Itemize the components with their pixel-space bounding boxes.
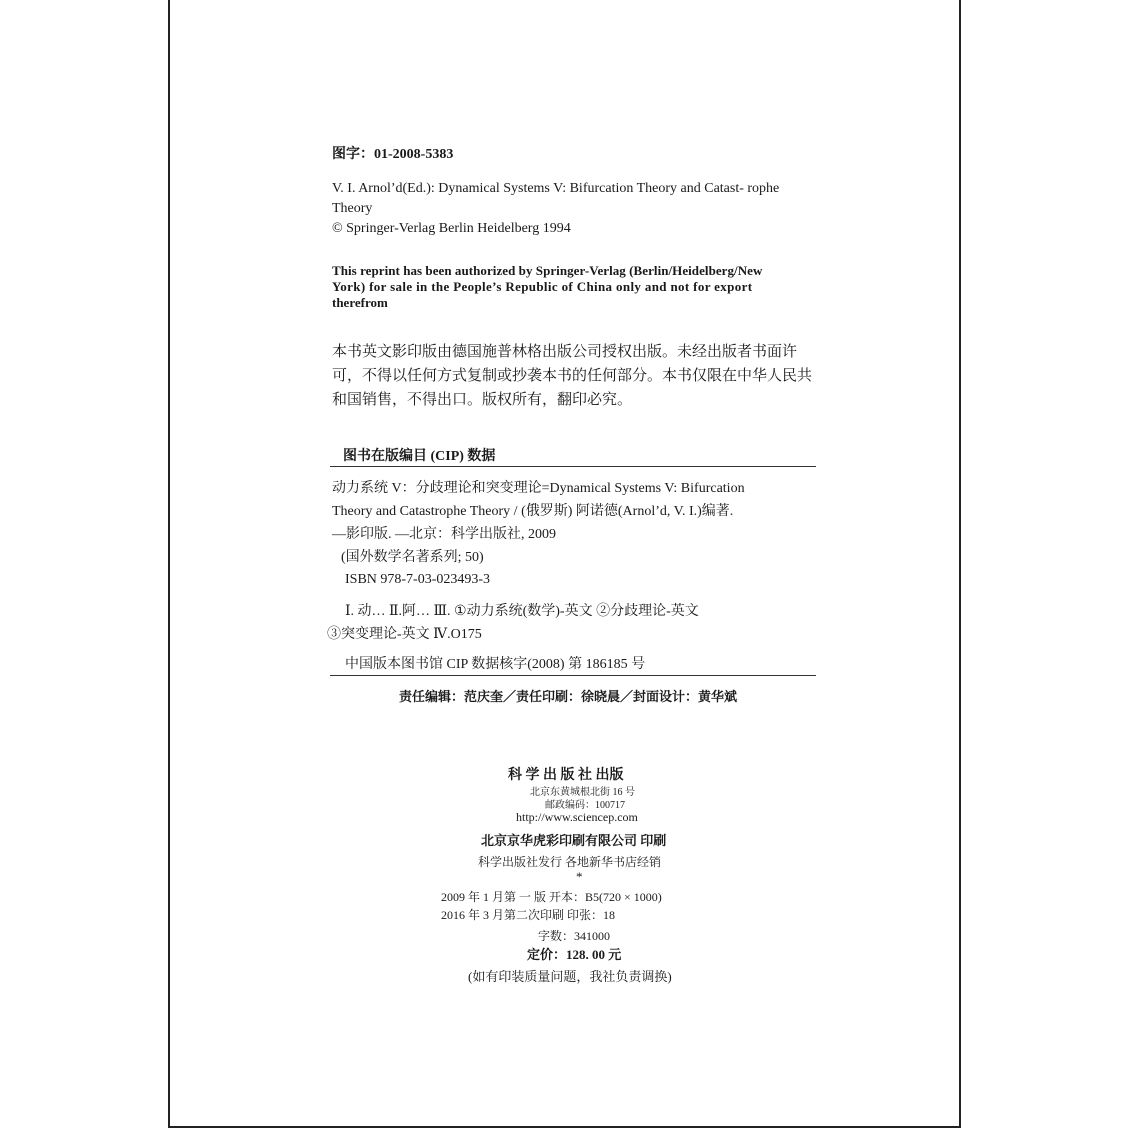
publisher-name: 科 学 出 版 社 出版 <box>508 768 624 783</box>
publisher-postcode: 邮政编码：100717 <box>545 800 625 811</box>
copyright-line: © Springer-Verlag Berlin Heidelberg 1994 <box>332 221 571 236</box>
printer-name: 北京京华虎彩印刷有限公司 印刷 <box>481 833 667 848</box>
cip-isbn: ISBN 978-7-03-023493-3 <box>345 572 491 587</box>
original-edition-line2: Theory <box>332 201 373 216</box>
reprint-notice-line2: York) for sale in the People’s Republic of China only and not for export <box>332 279 753 294</box>
original-edition-line1: V. I. Arnol’d(Ed.): Dynamical Systems V: Bifurcation Theory and Catast- rophe <box>332 181 780 196</box>
cip-classification2: ③突变理论-英文 Ⅳ.O175 <box>327 627 482 642</box>
distribution-line: 科学出版社发行 各地新华书店经销 <box>478 855 662 869</box>
cip-line3: —影印版. —北京：科学出版社, 2009 <box>332 527 556 542</box>
cip-line1: 动力系统 V：分歧理论和突变理论=Dynamical Systems V: Bifurcation <box>332 481 745 496</box>
publisher-address: 北京东黄城根北街 16 号 <box>530 787 635 798</box>
license-number: 图字：01-2008-5383 <box>332 147 454 162</box>
cip-line2: Theory and Catastrophe Theory / (俄罗斯) 阿诺德(Arnol’d, V. I.)编著. <box>332 504 734 519</box>
separator-asterisk: * <box>576 869 583 884</box>
cip-bottom-rule <box>330 675 816 676</box>
editorial-credits: 责任编辑：范庆奎／责任印刷：徐晓晨／封面设计：黄华斌 <box>399 689 738 704</box>
cip-record: 中国版本图书馆 CIP 数据核字(2008) 第 186185 号 <box>345 657 646 672</box>
reprint-line: 2016 年 3 月第二次印刷 印张：18 <box>441 908 616 922</box>
chinese-notice-line1: 本书英文影印版由德国施普林格出版公司授权出版。未经出版者书面许 <box>332 344 798 360</box>
reprint-notice-line1: This reprint has been authorized by Springer-Verlag (Berlin/Heidelberg/New <box>332 263 763 278</box>
quality-note: (如有印装质量问题，我社负责调换) <box>468 969 672 984</box>
cip-top-rule <box>330 466 816 467</box>
word-count: 字数：341000 <box>538 929 611 943</box>
cip-series: (国外数学名著系列; 50) <box>341 550 484 565</box>
cip-classification1: Ⅰ. 动… Ⅱ.阿… Ⅲ. ①动力系统(数学)-英文 ②分歧理论-英文 <box>345 604 699 619</box>
edition-line: 2009 年 1 月第 一 版 开本：B5(720 × 1000) <box>441 890 662 904</box>
reprint-notice-line3: therefrom <box>332 295 388 310</box>
price: 定价：128. 00 元 <box>527 947 622 962</box>
chinese-notice-line3: 和国销售，不得出口。版权所有，翻印必究。 <box>332 392 633 408</box>
cip-heading: 图书在版编目 (CIP) 数据 <box>343 449 496 464</box>
chinese-notice-line2: 可，不得以任何方式复制或抄袭本书的任何部分。本书仅限在中华人民共 <box>332 368 813 384</box>
publisher-url: http://www.sciencep.com <box>516 810 638 824</box>
